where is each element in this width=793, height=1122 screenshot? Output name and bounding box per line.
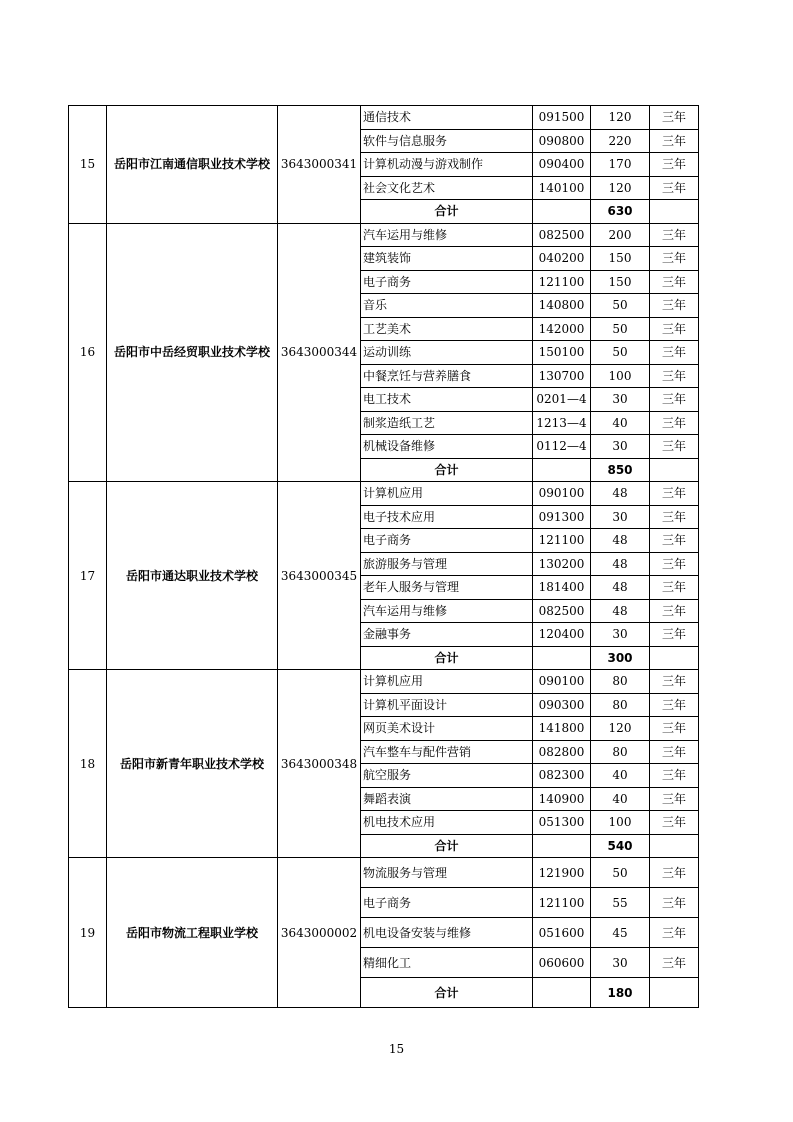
total-label: 合计 (361, 458, 533, 482)
major-name: 机械设备维修 (361, 435, 533, 459)
major-name: 电工技术 (361, 388, 533, 412)
enrollment-plan: 170 (591, 153, 650, 177)
enrollment-plan: 120 (591, 106, 650, 130)
major-code: 142000 (533, 317, 591, 341)
major-code: 082300 (533, 764, 591, 788)
major-name: 物流服务与管理 (361, 858, 533, 888)
major-code: 082800 (533, 740, 591, 764)
major-code: 140100 (533, 176, 591, 200)
enrollment-plan: 200 (591, 223, 650, 247)
enrollment-plan: 120 (591, 176, 650, 200)
empty-cell (533, 458, 591, 482)
major-name: 建筑装饰 (361, 247, 533, 271)
major-name: 计算机应用 (361, 670, 533, 694)
major-name: 音乐 (361, 294, 533, 318)
school-number: 15 (69, 106, 107, 224)
total-value: 180 (591, 978, 650, 1008)
major-code: 150100 (533, 341, 591, 365)
school-id: 3643000344 (278, 223, 361, 482)
school-id: 3643000002 (278, 858, 361, 1008)
study-length: 三年 (650, 670, 699, 694)
school-name: 岳阳市江南通信职业技术学校 (107, 106, 278, 224)
major-name: 旅游服务与管理 (361, 552, 533, 576)
enrollment-plan: 30 (591, 505, 650, 529)
study-length: 三年 (650, 411, 699, 435)
enrollment-plan: 30 (591, 435, 650, 459)
enrollment-plan: 50 (591, 858, 650, 888)
empty-cell (650, 458, 699, 482)
table-row (69, 482, 699, 506)
major-code: 121900 (533, 858, 591, 888)
enrollment-plan: 48 (591, 599, 650, 623)
enrollment-plan: 50 (591, 294, 650, 318)
enrollment-plan: 150 (591, 270, 650, 294)
major-code: 090300 (533, 693, 591, 717)
major-code: 141800 (533, 717, 591, 741)
school-name: 岳阳市通达职业技术学校 (107, 482, 278, 670)
study-length: 三年 (650, 888, 699, 918)
major-name: 机电技术应用 (361, 811, 533, 835)
total-value: 630 (591, 200, 650, 224)
enrollment-plan: 100 (591, 364, 650, 388)
school-name: 岳阳市物流工程职业学校 (107, 858, 278, 1008)
major-name: 航空服务 (361, 764, 533, 788)
major-name: 电子商务 (361, 888, 533, 918)
enrollment-plan: 48 (591, 529, 650, 553)
study-length: 三年 (650, 435, 699, 459)
major-code: 090800 (533, 129, 591, 153)
enrollment-plan: 220 (591, 129, 650, 153)
major-name: 老年人服务与管理 (361, 576, 533, 600)
study-length: 三年 (650, 918, 699, 948)
major-name: 计算机应用 (361, 482, 533, 506)
empty-cell (533, 978, 591, 1008)
major-code: 040200 (533, 247, 591, 271)
major-name: 电子技术应用 (361, 505, 533, 529)
study-length: 三年 (650, 364, 699, 388)
study-length: 三年 (650, 341, 699, 365)
enrollment-plan: 80 (591, 740, 650, 764)
major-code: 090400 (533, 153, 591, 177)
school-name: 岳阳市中岳经贸职业技术学校 (107, 223, 278, 482)
empty-cell (533, 834, 591, 858)
table-body (69, 106, 699, 1008)
study-length: 三年 (650, 388, 699, 412)
major-code: 090100 (533, 482, 591, 506)
empty-cell (533, 200, 591, 224)
school-id: 3643000345 (278, 482, 361, 670)
school-number: 17 (69, 482, 107, 670)
major-code: 121100 (533, 888, 591, 918)
total-value: 300 (591, 646, 650, 670)
major-code: 1213—4 (533, 411, 591, 435)
study-length: 三年 (650, 106, 699, 130)
major-code: 130200 (533, 552, 591, 576)
major-code: 051600 (533, 918, 591, 948)
study-length: 三年 (650, 576, 699, 600)
school-number: 19 (69, 858, 107, 1008)
major-name: 精细化工 (361, 948, 533, 978)
study-length: 三年 (650, 623, 699, 647)
school-name: 岳阳市新青年职业技术学校 (107, 670, 278, 858)
major-name: 计算机动漫与游戏制作 (361, 153, 533, 177)
major-code: 082500 (533, 223, 591, 247)
major-code: 091500 (533, 106, 591, 130)
enrollment-plan: 80 (591, 670, 650, 694)
major-name: 汽车运用与维修 (361, 223, 533, 247)
enrollment-plan: 55 (591, 888, 650, 918)
study-length: 三年 (650, 294, 699, 318)
study-length: 三年 (650, 317, 699, 341)
major-code: 082500 (533, 599, 591, 623)
table-row (69, 106, 699, 130)
major-code: 140800 (533, 294, 591, 318)
major-code: 0201—4 (533, 388, 591, 412)
total-label: 合计 (361, 978, 533, 1008)
school-id: 3643000341 (278, 106, 361, 224)
page-number: 15 (388, 1042, 405, 1056)
study-length: 三年 (650, 247, 699, 271)
major-name: 汽车运用与维修 (361, 599, 533, 623)
enrollment-plan: 120 (591, 717, 650, 741)
major-name: 网页美术设计 (361, 717, 533, 741)
study-length: 三年 (650, 764, 699, 788)
study-length: 三年 (650, 717, 699, 741)
enrollment-plan: 50 (591, 317, 650, 341)
major-name: 金融事务 (361, 623, 533, 647)
major-code: 091300 (533, 505, 591, 529)
major-name: 中餐烹饪与营养膳食 (361, 364, 533, 388)
major-code: 121100 (533, 529, 591, 553)
major-code: 181400 (533, 576, 591, 600)
study-length: 三年 (650, 599, 699, 623)
study-length: 三年 (650, 858, 699, 888)
study-length: 三年 (650, 552, 699, 576)
school-id: 3643000348 (278, 670, 361, 858)
major-name: 工艺美术 (361, 317, 533, 341)
major-code: 0112—4 (533, 435, 591, 459)
study-length: 三年 (650, 270, 699, 294)
empty-cell (650, 646, 699, 670)
major-code: 090100 (533, 670, 591, 694)
major-name: 电子商务 (361, 529, 533, 553)
major-code: 121100 (533, 270, 591, 294)
study-length: 三年 (650, 948, 699, 978)
major-code: 130700 (533, 364, 591, 388)
study-length: 三年 (650, 740, 699, 764)
major-name: 通信技术 (361, 106, 533, 130)
enrollment-plan: 48 (591, 482, 650, 506)
major-name: 计算机平面设计 (361, 693, 533, 717)
enrollment-plan: 80 (591, 693, 650, 717)
study-length: 三年 (650, 811, 699, 835)
total-label: 合计 (361, 646, 533, 670)
major-name: 电子商务 (361, 270, 533, 294)
study-length: 三年 (650, 693, 699, 717)
total-label: 合计 (361, 834, 533, 858)
enrollment-plan: 30 (591, 388, 650, 412)
study-length: 三年 (650, 529, 699, 553)
enrollment-plan: 40 (591, 764, 650, 788)
total-value: 540 (591, 834, 650, 858)
study-length: 三年 (650, 153, 699, 177)
major-name: 汽车整车与配件营销 (361, 740, 533, 764)
table-row (69, 858, 699, 888)
total-value: 850 (591, 458, 650, 482)
study-length: 三年 (650, 482, 699, 506)
table-row (69, 670, 699, 694)
enrollment-plan: 50 (591, 341, 650, 365)
major-code: 060600 (533, 948, 591, 978)
empty-cell (650, 834, 699, 858)
table-row (69, 223, 699, 247)
empty-cell (650, 978, 699, 1008)
major-name: 制浆造纸工艺 (361, 411, 533, 435)
enrollment-table (68, 105, 699, 1008)
major-name: 运动训练 (361, 341, 533, 365)
enrollment-plan: 40 (591, 787, 650, 811)
enrollment-plan: 40 (591, 411, 650, 435)
study-length: 三年 (650, 223, 699, 247)
major-code: 140900 (533, 787, 591, 811)
enrollment-plan: 30 (591, 623, 650, 647)
enrollment-plan: 30 (591, 948, 650, 978)
major-name: 软件与信息服务 (361, 129, 533, 153)
enrollment-plan: 45 (591, 918, 650, 948)
enrollment-plan: 150 (591, 247, 650, 271)
empty-cell (650, 200, 699, 224)
study-length: 三年 (650, 505, 699, 529)
school-number: 18 (69, 670, 107, 858)
school-number: 16 (69, 223, 107, 482)
study-length: 三年 (650, 129, 699, 153)
enrollment-plan: 48 (591, 576, 650, 600)
major-name: 机电设备安装与维修 (361, 918, 533, 948)
enrollment-plan: 48 (591, 552, 650, 576)
study-length: 三年 (650, 176, 699, 200)
enrollment-plan: 100 (591, 811, 650, 835)
major-name: 舞蹈表演 (361, 787, 533, 811)
major-code: 120400 (533, 623, 591, 647)
study-length: 三年 (650, 787, 699, 811)
major-name: 社会文化艺术 (361, 176, 533, 200)
total-label: 合计 (361, 200, 533, 224)
empty-cell (533, 646, 591, 670)
major-code: 051300 (533, 811, 591, 835)
